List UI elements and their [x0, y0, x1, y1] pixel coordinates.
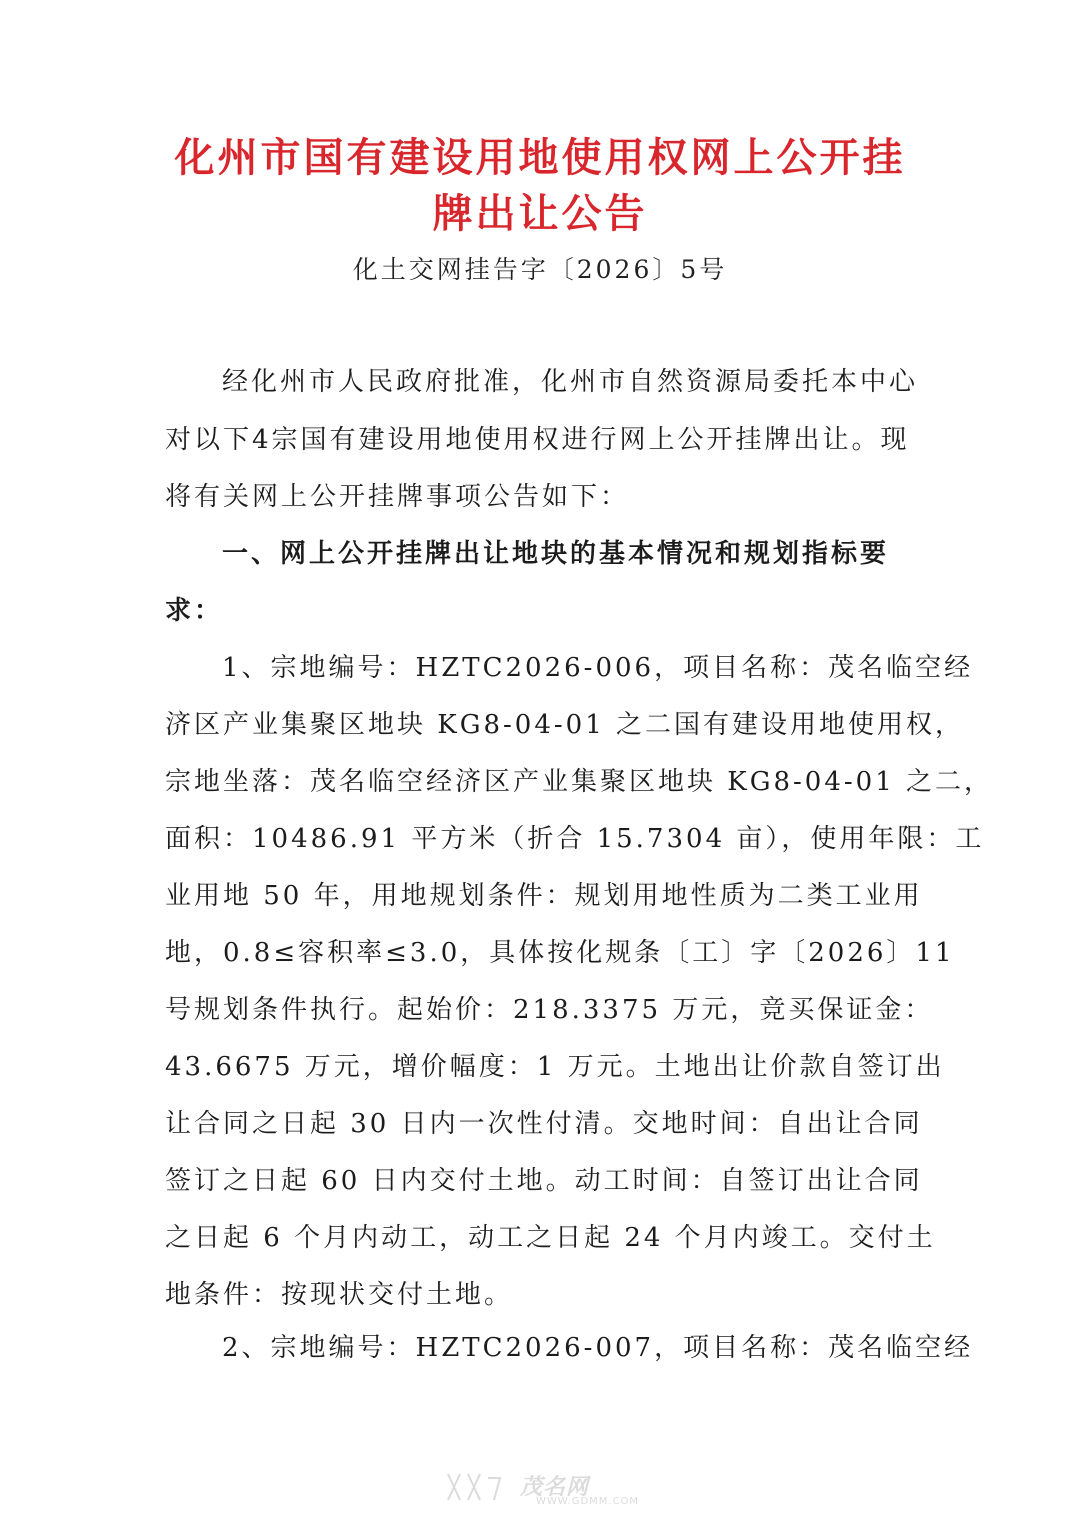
- item1-line: 号规划条件执行。起始价：218.3375 万元，竞买保证金：: [165, 995, 934, 1025]
- item1-line: 地，0.8≤容积率≤3.0，具体按化规条〔工〕字〔2026〕11: [165, 938, 955, 968]
- watermark-logo-icon: [440, 1468, 510, 1508]
- section-heading-line: 求：: [165, 596, 224, 626]
- intro-line: 经化州市人民政府批准，化州市自然资源局委托本中心: [222, 367, 919, 397]
- item2-line: 2、宗地编号：HZTC2026-007，项目名称：茂名临空经: [222, 1333, 974, 1363]
- document-title-line-1: 化州市国有建设用地使用权网上公开挂: [174, 135, 906, 181]
- item1-line: 让合同之日起 30 日内一次性付清。交地时间：自出让合同: [165, 1109, 923, 1139]
- item1-line: 地条件：按现状交付土地。: [165, 1280, 514, 1310]
- item1-line: 宗地坐落：茂名临空经济区产业集聚区地块 KG8-04-01 之二，: [165, 767, 994, 797]
- item1-line: 业用地 50 年，用地规划条件：规划用地性质为二类工业用: [165, 881, 923, 911]
- item1-line: 之日起 6 个月内动工，动工之日起 24 个月内竣工。交付土: [165, 1223, 936, 1253]
- item1-line: 43.6675 万元，增价幅度：1 万元。土地出让价款自签订出: [165, 1052, 945, 1082]
- document-title-line-2: 牌出让公告: [432, 191, 648, 237]
- section-heading-line: 一、网上公开挂牌出让地块的基本情况和规划指标要: [222, 539, 890, 569]
- item1-line: 签订之日起 60 日内交付土地。动工时间：自签订出让合同: [165, 1166, 923, 1196]
- item1-line: 面积：10486.91 平方米（折合 15.7304 亩），使用年限：工: [165, 824, 985, 854]
- document-number: 化土交网挂告字〔2026〕5号: [352, 255, 728, 284]
- intro-line: 对以下4宗国有建设用地使用权进行网上公开挂牌出让。现: [165, 425, 910, 455]
- watermark-brand: 茂名网: [520, 1475, 590, 1500]
- intro-line: 将有关网上公开挂牌事项公告如下：: [165, 482, 630, 512]
- item1-line: 济区产业集聚区地块 KG8-04-01 之二国有建设用地使用权，: [165, 710, 965, 740]
- site-watermark: [440, 1468, 660, 1512]
- watermark-url: WWW.GDMM.COM: [536, 1496, 640, 1507]
- item1-line: 1、宗地编号：HZTC2026-006，项目名称：茂名临空经: [222, 653, 974, 683]
